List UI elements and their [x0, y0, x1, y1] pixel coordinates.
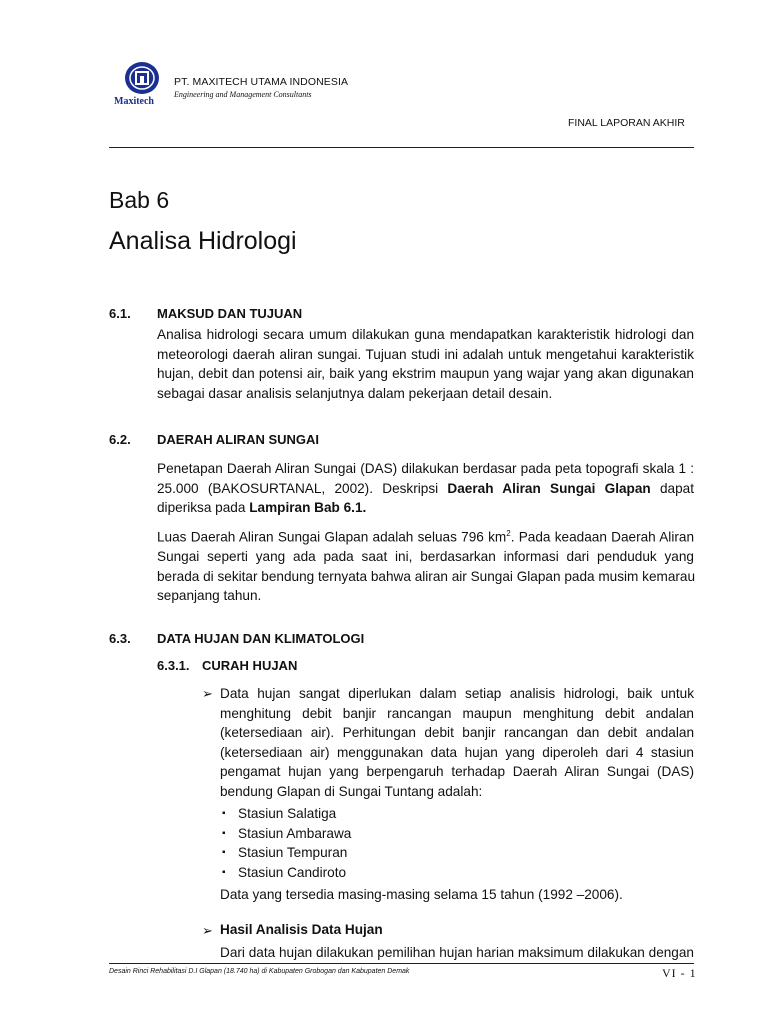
paragraph-line: Sungai seperti yang ada pada saat ini, berdasarkan informasi dari penduduk yang [157, 549, 694, 565]
logo-text: Maxitech [114, 96, 154, 107]
chapter-title: Analisa Hidrologi [109, 227, 297, 255]
paragraph-line: sebagai dasar analisis selanjutnya dalam pekerjaan detail desain. [157, 385, 553, 401]
paragraph-line: Penetapan Daerah Aliran Sungai (DAS) dilakukan berdasar pada peta topografi skala 1 : [157, 461, 694, 476]
paragraph-line: diperiksa pada Lampiran Bab 6.1. [157, 500, 367, 516]
section-6-3-number: 6.3. [109, 631, 131, 646]
paragraph-line: Data hujan sangat diperlukan dalam setiap analisis hidrologi, baik untuk [220, 686, 694, 701]
paragraph-line: pengamat hujan yang berpengaruh terhadap Daerah Aliran Sungai (DAS) [220, 764, 694, 780]
paragraph-line: (ketersediaan air) menggunakan data hujan yang diperoleh dari 4 stasiun [220, 744, 694, 760]
company-logo [112, 60, 172, 110]
rainfall-analysis-title: Hasil Analisis Data Hujan [220, 922, 383, 937]
section-6-1-number: 6.1. [109, 306, 131, 321]
rainfall-paragraph [220, 684, 694, 802]
list-item: ▪ Stasiun Candiroto [220, 863, 351, 883]
paragraph-line: berada di sekitar bendung ternyata bahwa aliran air Sungai Glapan pada musim kemarau [157, 568, 696, 584]
subsection-6-3-1-title: CURAH HUJAN [202, 658, 298, 673]
list-item: ▪ Stasiun Salatiga [220, 804, 351, 824]
paragraph-line: menghitung debit banjir rancangan maupun menghitung debit andalan [220, 705, 694, 721]
arrow-bullet-icon: ➢ [202, 923, 213, 938]
das-glapan-bold: Daerah Aliran Sungai Glapan [447, 480, 651, 496]
data-availability-note: Data yang tersedia masing-masing selama 15 tahun (1992 –2006). [220, 887, 623, 902]
section-6-1-title: MAKSUD DAN TUJUAN [157, 306, 303, 321]
list-item: ▪ Stasiun Tempuran [220, 843, 351, 863]
paragraph-line: sepanjang tahun. [157, 588, 262, 604]
section-6-3-title: DATA HUJAN DAN KLIMATOLOGI [157, 631, 365, 646]
footer-text: Desain Rinci Rehabilitasi D.I Glapan (18.740 ha) di Kabupaten Grobogan dan Kabupaten Demak [109, 968, 410, 975]
section-6-2-paragraph-1 [157, 459, 694, 518]
paragraph-line: (ketersediaan air). Perhitungan debit banjir rancangan dan debit andalan [220, 725, 694, 741]
paragraph-line: Analisa hidrologi secara umum dilakukan guna mendapatkan karakteristik hidrologi dan [157, 327, 694, 342]
lampiran-link-text: Lampiran Bab 6.1. [249, 500, 367, 516]
rainfall-analysis-paragraph [220, 943, 694, 963]
list-item: ▪ Stasiun Ambarawa [220, 824, 351, 844]
paragraph-line: bendung Glapan di Sungai Tuntang adalah: [220, 783, 483, 799]
section-6-1-paragraph [157, 325, 694, 403]
header-divider [109, 147, 694, 148]
section-6-2-title: DAERAH ALIRAN SUNGAI [157, 432, 320, 447]
paragraph-line: meteorologi daerah aliran sungai. Tujuan studi ini adalah untuk mengetahui karakteristik [157, 346, 694, 362]
km-superscript: 2 [506, 529, 511, 538]
page-number: VI - 1 [662, 966, 697, 980]
report-title: FINAL LAPORAN AKHIR [568, 117, 685, 129]
section-6-2-paragraph-2 [157, 524, 694, 606]
paragraph-line: hujan, debit dan potensi air, baik yang ekstrim maupun yang wajar yang akan digunakan [157, 366, 694, 382]
subsection-6-3-1-number: 6.3.1. [157, 658, 190, 673]
chapter-number: Bab 6 [109, 187, 170, 213]
paragraph-line: Luas Daerah Aliran Sungai Glapan adalah seluas 796 $km^2$. Pada keadaan Daerah Aliran [157, 529, 694, 545]
company-tagline: Engineering and Management Consultants [174, 90, 312, 99]
section-6-2-number: 6.2. [109, 432, 131, 447]
station-list [220, 804, 351, 882]
footer-divider [109, 963, 694, 964]
paragraph-line: Dari data hujan dilakukan pemilihan hujan harian maksimum dilakukan dengan [220, 945, 694, 960]
company-name: PT. MAXITECH UTAMA INDONESIA [174, 76, 349, 88]
paragraph-line: 25.000 (BAKOSURTANAL, 2002). Deskripsi Daerah Aliran Sungai Glapan dapat [157, 480, 694, 496]
arrow-bullet-icon: ➢ [202, 686, 213, 701]
